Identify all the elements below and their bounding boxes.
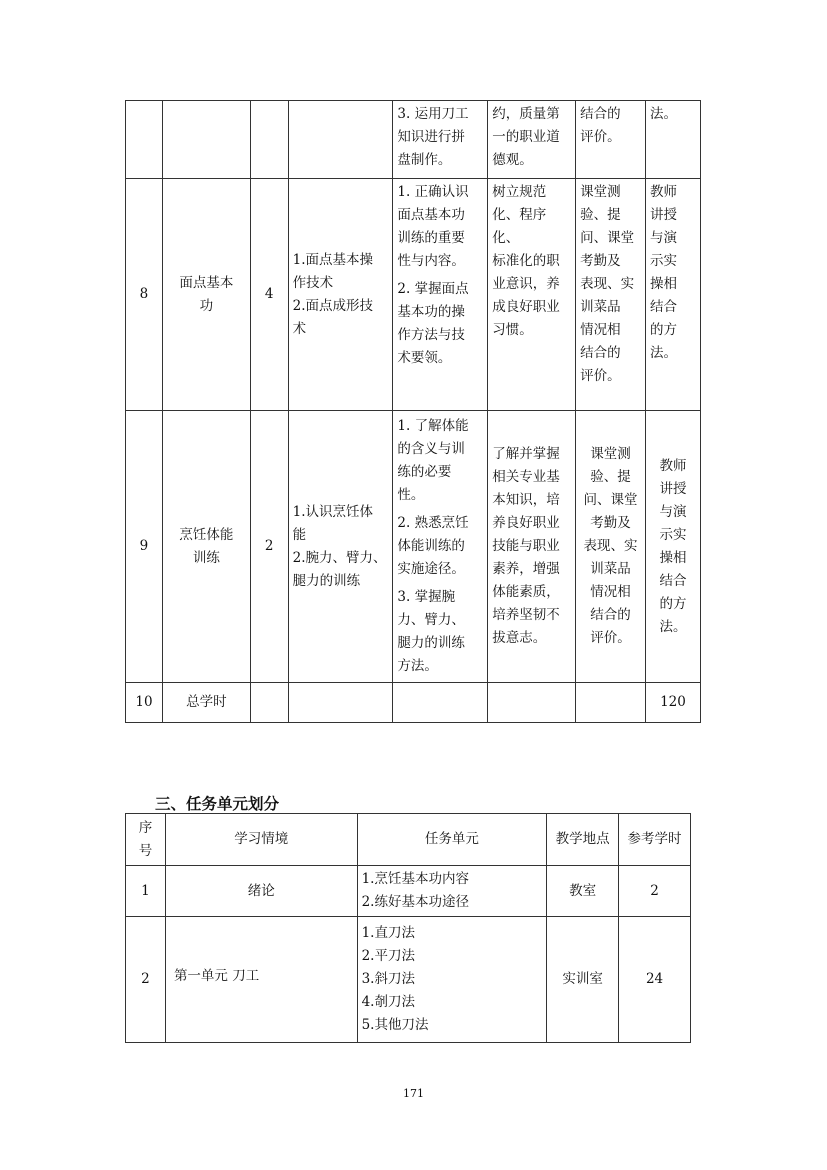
row-knowledge-objective: 1. 正确认识 面点基本功 训练的重要 性与内容。 2. 掌握面点 基本功的操 作方法与技 术要领。: [393, 179, 488, 411]
row-topic: 烹饪体能 训练: [162, 411, 250, 683]
row-knowledge-objective: 3. 运用刀工 知识进行拼 盘制作。: [393, 101, 488, 179]
row-hours: 4: [250, 179, 288, 411]
section-heading: 三、任务单元划分: [155, 795, 280, 813]
row-assessment: [576, 683, 646, 723]
table-row: [126, 866, 691, 917]
row-assessment: 课堂测 验、提 问、课堂 考勤及 表现、实 训菜品 情况相 结合的 评价。: [576, 179, 646, 411]
row-no: 1: [126, 866, 166, 917]
table-row: [126, 101, 701, 179]
total-hours: 120: [645, 683, 700, 723]
task-unit-table: [125, 813, 691, 1043]
row-place: 实训室: [547, 917, 619, 1043]
header-no: 序 号: [126, 814, 166, 866]
row-knowledge-objective: [393, 683, 488, 723]
row-content: 1.面点基本操 作技术 2.面点成形技 术: [288, 179, 393, 411]
row-quality-objective: 约，质量第 一的职业道 德观。: [488, 101, 576, 179]
row-no: 2: [126, 917, 166, 1043]
row-knowledge-objective: 1. 了解体能 的含义与训 练的必要 性。 2. 熟悉烹饪 体能训练的 实施途径。 3. 掌握腕 力、臂力、 腿力的训练 方法。: [393, 411, 488, 683]
row-context: 第一单元 刀工: [165, 917, 357, 1043]
row-method: 法。: [645, 101, 700, 179]
table-row: [126, 411, 701, 683]
row-content: [288, 101, 393, 179]
row-no: 10: [126, 683, 163, 723]
row-quality-objective: [488, 683, 576, 723]
table-row: [126, 179, 701, 411]
row-hours: 2: [619, 866, 691, 917]
header-context: 学习情境: [165, 814, 357, 866]
row-place: 教室: [547, 866, 619, 917]
row-quality-objective: 了解并掌握 相关专业基 本知识，培 养良好职业 技能与职业 素养，增强 体能素质， 培养坚韧不 拔意志。: [488, 411, 576, 683]
header-units: 任务单元: [357, 814, 547, 866]
table-header-row: [126, 814, 691, 866]
course-content-table: [125, 100, 701, 723]
row-content: [288, 683, 393, 723]
row-quality-objective: 树立规范 化、程序化、 标准化的职 业意识，养 成良好职业 习惯。: [488, 179, 576, 411]
row-hours: 2: [250, 411, 288, 683]
row-no: [126, 101, 163, 179]
row-assessment: 课堂测 验、提 问、课堂 考勤及 表现、实 训菜品 情况相 结合的 评价。: [576, 411, 646, 683]
page-number: 171: [403, 1087, 424, 1100]
row-method: 教师 讲授 与演 示实 操相 结合 的方 法。: [645, 179, 700, 411]
row-no: 9: [126, 411, 163, 683]
header-hours: 参考学时: [619, 814, 691, 866]
row-hours: [250, 683, 288, 723]
row-units: 1.烹饪基本功内容 2.练好基本功途径: [357, 866, 547, 917]
row-topic: 面点基本 功: [162, 179, 250, 411]
row-method: 教师 讲授 与演 示实 操相 结合 的方 法。: [645, 411, 700, 683]
row-hours: [250, 101, 288, 179]
row-no: 8: [126, 179, 163, 411]
row-hours: 24: [619, 917, 691, 1043]
header-place: 教学地点: [547, 814, 619, 866]
table-row: [126, 917, 691, 1043]
row-topic: [162, 101, 250, 179]
row-units: 1.直刀法 2.平刀法 3.斜刀法 4.剞刀法 5.其他刀法: [357, 917, 547, 1043]
row-context: 绪论: [165, 866, 357, 917]
row-assessment: 结合的 评价。: [576, 101, 646, 179]
row-topic: 总学时: [162, 683, 250, 723]
table-row: [126, 683, 701, 723]
row-content: 1.认识烹饪体 能 2.腕力、臂力、 腿力的训练: [288, 411, 393, 683]
